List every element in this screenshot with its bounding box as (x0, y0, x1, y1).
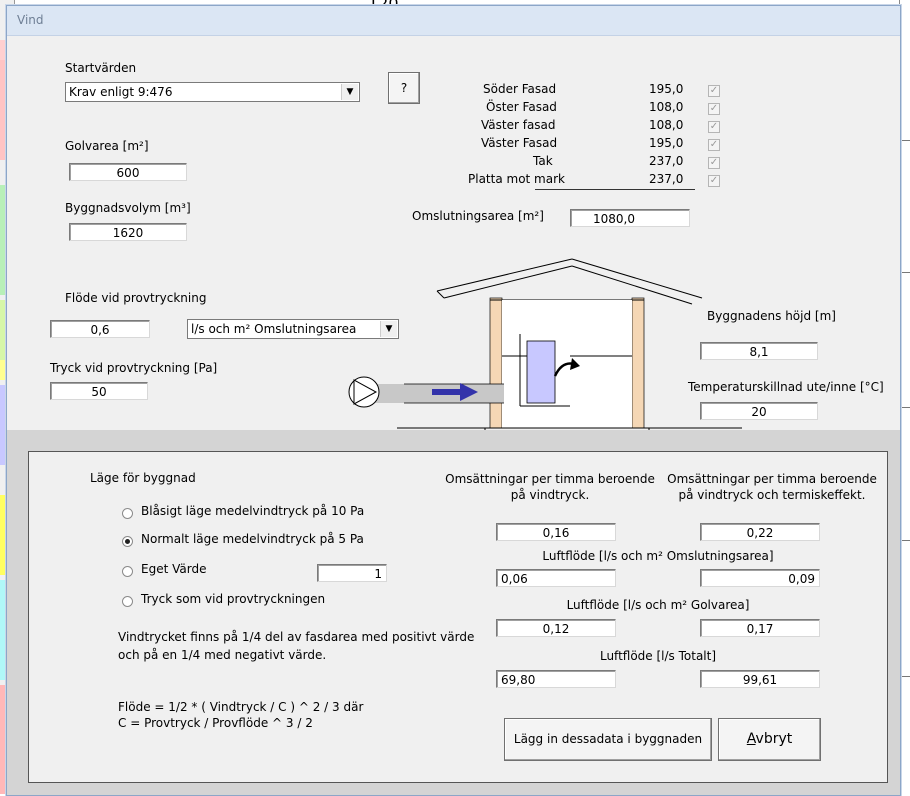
radio-normalt[interactable] (122, 536, 133, 547)
chevron-down-icon[interactable]: ▼ (341, 84, 358, 100)
facade-value: 195,0 (649, 82, 684, 96)
right-wall (632, 298, 644, 428)
tryck-label: Tryck vid provtryckning [Pa] (50, 361, 218, 375)
note-line-2: och på en 1/4 med negativt värde. (118, 648, 327, 662)
flode-field[interactable]: 0,6 (50, 320, 150, 338)
facade-checkbox[interactable]: ✓ (709, 121, 719, 132)
omslutningsarea-label: Omslutningsarea [m²] (412, 209, 544, 223)
radio-eget-label[interactable]: Eget Värde (141, 562, 207, 576)
facade-checkbox[interactable]: ✓ (709, 175, 719, 186)
house-illustration (342, 256, 762, 456)
lf-oms-col1-field[interactable]: 0,06 (496, 569, 616, 587)
temp-label: Temperaturskillnad ute/inne [°C] (688, 380, 884, 394)
col2-header-line2: på vindtryck och termiskeffekt. (678, 488, 866, 502)
startvarden-selected: Krav enligt 9:476 (69, 85, 173, 99)
radio-normalt-label[interactable]: Normalt läge medelvindtryck på 5 Pa (141, 532, 364, 546)
facade-checkbox[interactable]: ✓ (709, 139, 719, 150)
facade-value: 195,0 (649, 136, 684, 150)
vind-dialog (6, 5, 901, 796)
lf-golv-col2-field[interactable]: 0,17 (700, 619, 820, 637)
chevron-down-icon[interactable]: ▼ (380, 321, 397, 337)
golvarea-field[interactable]: 600 (69, 163, 187, 181)
apply-button[interactable]: Lägg in dessadata i byggnaden (504, 718, 712, 761)
radio-blasigt-label[interactable]: Blåsigt läge medelvindtryck på 10 Pa (141, 504, 365, 518)
omslutningsarea-field[interactable]: 1080,0 (570, 209, 690, 227)
radio-eget[interactable] (122, 566, 133, 577)
col2-header-line1: Omsättningar per timma beroende (667, 472, 877, 486)
radio-tryck[interactable] (122, 596, 133, 607)
hojd-label: Byggnadens höjd [m] (707, 309, 836, 323)
cancel-button[interactable]: Avbryt (718, 718, 821, 761)
sum-divider (535, 189, 695, 190)
lf-tot-col1-field[interactable]: 69,80 (496, 670, 616, 688)
lf-tot-col2-field[interactable]: 99,61 (700, 670, 820, 688)
facade-name: Väster Fasad (481, 136, 558, 150)
byggnadsvolym-label: Byggnadsvolym [m³] (65, 201, 191, 215)
col2-header (662, 471, 882, 503)
tryck-field[interactable]: 50 (50, 382, 148, 400)
lf-golv-col1-field[interactable]: 0,12 (496, 619, 616, 637)
facade-name: Platta mot mark (468, 172, 565, 186)
note-line-1: Vindtrycket finns på 1/4 del av fasdarea med positivt värde (118, 630, 475, 644)
facade-checkbox[interactable]: ✓ (709, 157, 719, 168)
left-wall (490, 298, 502, 428)
lf-golv-label: Luftflöde [l/s och m² Golvarea] (566, 598, 750, 612)
facade-value: 108,0 (649, 118, 684, 132)
flode-label: Flöde vid provtryckning (65, 291, 207, 305)
title-bar[interactable] (7, 6, 900, 36)
byggnadsvolym-field[interactable]: 1620 (69, 223, 187, 241)
startvarden-select[interactable] (65, 82, 360, 102)
flow-arrow-icon (432, 389, 462, 395)
radio-blasigt[interactable] (122, 508, 133, 519)
facade-value: 237,0 (649, 154, 684, 168)
golvarea-label: Golvarea [m²] (65, 139, 149, 153)
facade-name: Öster Fasad (486, 100, 557, 114)
startvarden-label: Startvärden (65, 61, 137, 75)
col1-header (445, 471, 655, 503)
window (527, 341, 555, 403)
facade-value: 108,0 (649, 100, 684, 114)
lage-title: Läge för byggnad (90, 471, 196, 485)
col1-header-line1: Omsättningar per timma beroende (445, 472, 655, 486)
facade-name: Tak (533, 154, 553, 168)
lf-tot-label: Luftflöde [l/s Totalt] (599, 649, 717, 663)
hojd-field[interactable]: 8,1 (700, 342, 818, 360)
col1-header-line2: på vindtryck. (510, 488, 590, 502)
facade-value: 237,0 (649, 172, 684, 186)
radio-tryck-label[interactable]: Tryck som vid provtryckningen (141, 592, 326, 606)
temp-field[interactable]: 20 (700, 402, 818, 420)
window-title: Vind (17, 13, 44, 27)
facade-name: Väster fasad (481, 118, 556, 132)
facade-name: Söder Fasad (483, 82, 557, 96)
help-button[interactable]: ? (388, 72, 420, 104)
oms-col2-field[interactable]: 0,22 (700, 523, 820, 541)
lf-oms-label: Luftflöde [l/s och m² Omslutningsarea] (542, 549, 774, 563)
eget-varde-field[interactable]: 1 (317, 564, 387, 582)
facade-checkbox[interactable]: ✓ (709, 103, 719, 114)
lf-oms-col2-field[interactable]: 0,09 (700, 569, 820, 587)
formula-line-2: C = Provtryck / Provflöde ^ 3 / 2 (118, 716, 313, 730)
flode-unit-selected: l/s och m² Omslutningsarea (191, 322, 357, 336)
facade-checkbox[interactable]: ✓ (709, 85, 719, 96)
roof-icon (437, 259, 702, 304)
oms-col1-field[interactable]: 0,16 (496, 523, 616, 541)
formula-line-1: Flöde = 1/2 * ( Vindtryck / C ) ^ 2 / 3 där (118, 700, 364, 714)
